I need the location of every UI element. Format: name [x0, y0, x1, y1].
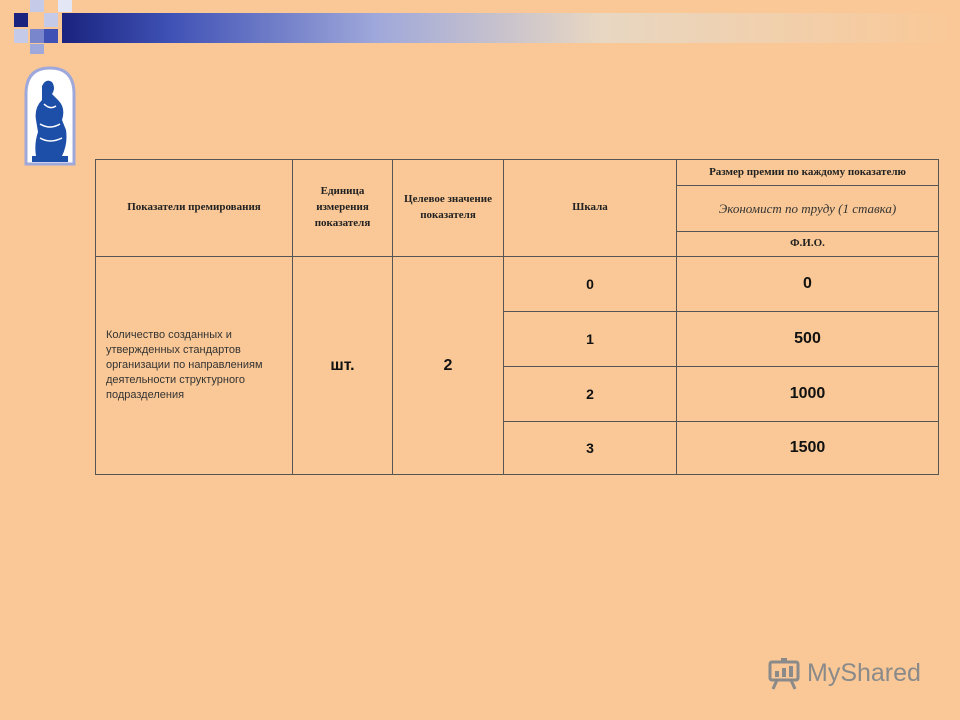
- deco-square: [30, 0, 44, 12]
- bonus-value: 500: [677, 312, 939, 367]
- scale-value: 3: [504, 422, 677, 475]
- indicator-description: Количество созданных и утвержденных стандартов организации по направлениям деятельности структурного подразделения: [96, 257, 293, 475]
- header-indicators: Показатели премирования: [96, 160, 293, 257]
- target-value: 2: [393, 257, 504, 475]
- header-target: Целевое значение показателя: [393, 160, 504, 257]
- header-scale: Шкала: [504, 160, 677, 257]
- header-position: Экономист по труду (1 ставка): [677, 186, 939, 232]
- bonus-value: 0: [677, 257, 939, 312]
- bonus-value: 1500: [677, 422, 939, 475]
- presentation-board-icon: [767, 658, 801, 695]
- bonus-value: 1000: [677, 367, 939, 422]
- scale-value: 1: [504, 312, 677, 367]
- header-unit: Единица измерения показателя: [293, 160, 393, 257]
- deco-square: [30, 29, 44, 43]
- header-fio: Ф.И.О.: [677, 232, 939, 257]
- header-gradient-band: [62, 13, 960, 43]
- header-bonus: Размер премии по каждому показателю: [677, 160, 939, 186]
- deco-square: [58, 0, 72, 12]
- watermark: [767, 656, 927, 692]
- deco-square: [44, 29, 58, 43]
- deco-square: [30, 44, 44, 54]
- deco-square: [14, 29, 28, 43]
- bonus-table: [95, 159, 939, 475]
- scale-value: 0: [504, 257, 677, 312]
- unit-value: шт.: [293, 257, 393, 475]
- deco-square: [14, 13, 28, 27]
- scale-value: 2: [504, 367, 677, 422]
- deco-square: [44, 13, 58, 27]
- top-decoration: [0, 0, 960, 46]
- watermark-brand: MyShared: [807, 659, 921, 687]
- statue-emblem-icon: [22, 64, 78, 168]
